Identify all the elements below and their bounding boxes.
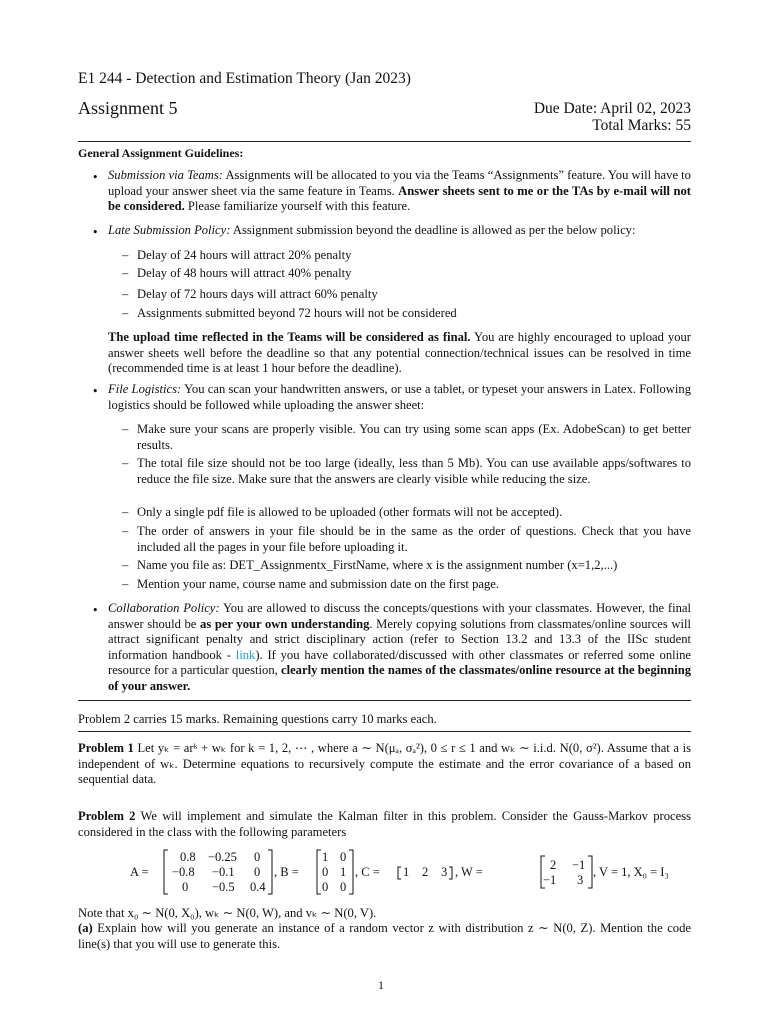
assignment-title: Assignment 5 bbox=[78, 98, 178, 118]
matrix-tail: , V = 1, X₀ = I₃ bbox=[593, 865, 669, 879]
matrix-cell: 2 bbox=[550, 858, 557, 872]
part-a-text: Explain how will you generate an instance of a random vector z with distribution z ∼ N(0, Z). Mention the code line(s) that you will use to generate this. bbox=[78, 921, 691, 951]
dash-marker: – bbox=[122, 287, 129, 301]
file-item: Mention your name, course name and submission date on the first page. bbox=[137, 577, 499, 591]
late-policy bbox=[108, 223, 691, 239]
late-final-text: You are highly encouraged to upload your answer sheets well before the deadline so that any potential connection/technical issues can be resolved in time (recommended time is at least 1 hour before the deadline). bbox=[108, 330, 691, 375]
dash-marker: – bbox=[122, 306, 129, 320]
bullet-icon: • bbox=[92, 604, 99, 617]
mid-rule bbox=[78, 700, 691, 701]
matrix-cell: 0 bbox=[254, 865, 261, 879]
submission-policy bbox=[108, 168, 691, 215]
late-final-note bbox=[108, 330, 691, 377]
problem-2 bbox=[78, 809, 691, 840]
submission-bold: Answer sheets sent to me or the TAs by e-mail will not be considered. bbox=[108, 183, 691, 213]
matrix-cell: 3 bbox=[577, 873, 584, 887]
collab-bold: as per your own understanding bbox=[200, 616, 370, 631]
matrix-cell: −0.25 bbox=[208, 850, 237, 864]
dash-marker: – bbox=[122, 422, 129, 436]
collab-label: Collaboration Policy: bbox=[108, 601, 220, 615]
problem-1-text: Let yₖ = arᵏ + wₖ for k = 1, 2, ⋯ , where a ∼ N(μₐ, σₐ²), 0 ≤ r ≤ 1 and wₖ ∼ i.i.d. N(0, σ²). Assume that a is independent of wₖ. Determine equations to recursively compute the estimate and the error covariance of a based on sequential data. bbox=[78, 741, 691, 786]
collab-text: You are allowed to discuss the concepts/questions with your classmates. However, the final answer should be bbox=[108, 601, 692, 631]
part-a-label: (a) bbox=[78, 921, 93, 935]
matrix-bracket bbox=[268, 850, 272, 894]
matrix-cell: 0 bbox=[182, 880, 189, 894]
late-item: Delay of 48 hours will attract 40% penalty bbox=[137, 266, 352, 280]
matrix-bracket bbox=[317, 850, 321, 894]
file-text: You can scan your handwritten answers, or use a tablet, or typeset your answers in Latex. Following logistics should be followed while uploading the answer sheet: bbox=[108, 382, 691, 412]
matrix-cell: −1 bbox=[543, 873, 557, 887]
noise-note: Note that x₀ ∼ N(0, X₀), wₖ ∼ N(0, W), and vₖ ∼ N(0, V). bbox=[78, 906, 377, 920]
problem-1-label: Problem 1 bbox=[78, 741, 134, 755]
dash-marker: – bbox=[122, 266, 129, 280]
matrix-cell: 0 bbox=[254, 850, 261, 864]
matrix-cell: 0 bbox=[340, 850, 347, 864]
matrix-cell: 0 bbox=[340, 880, 347, 894]
submission-text: Assignments will be allocated to you via the Teams “Assignments” feature. You will have to upload your answer sheet via the same feature in Teams. bbox=[108, 168, 691, 198]
matrix-cell: 1 bbox=[340, 865, 347, 879]
matrix-cell: −0.5 bbox=[212, 880, 235, 894]
late-final-bold: The upload time reflected in the Teams will be considered as final. bbox=[108, 330, 471, 344]
file-label: File Logistics: bbox=[108, 382, 182, 396]
file-item: The order of answers in your file should be in the same as the order of questions. Check that you have included all the pages in your file before uploading it. bbox=[137, 524, 691, 554]
file-item: The total file size should not be too large (ideally, less than 5 Mb). You can use available apps/softwares to reduce the file size. Make sure that the answers are clearly visible while reducing the size. bbox=[137, 456, 691, 486]
late-item: Assignments submitted beyond 72 hours will not be considered bbox=[137, 306, 457, 320]
dash-marker: – bbox=[122, 558, 129, 572]
bullet-icon: • bbox=[92, 226, 99, 239]
submission-label: Submission via Teams: bbox=[108, 168, 223, 182]
late-item: Delay of 72 hours days will attract 60% penalty bbox=[137, 287, 378, 301]
bullet-icon: • bbox=[92, 171, 99, 184]
file-item: Make sure your scans are properly visible. You can try using some scan apps (Ex. AdobeScan) to get better results. bbox=[137, 422, 691, 452]
problem-2-label: Problem 2 bbox=[78, 809, 136, 823]
parameter-matrices bbox=[130, 848, 690, 896]
matrix-cell: −0.1 bbox=[212, 865, 235, 879]
file-policy bbox=[108, 382, 691, 413]
matrix-cell: 0 bbox=[322, 880, 329, 894]
matrix-cell: 0 bbox=[322, 865, 329, 879]
collaboration-policy bbox=[108, 601, 691, 694]
matrix-a-label: A = bbox=[130, 865, 149, 879]
matrix-bracket bbox=[398, 867, 401, 879]
matrix-cell: 1 bbox=[322, 850, 329, 864]
late-text: Assignment submission beyond the deadline is allowed as per the below policy: bbox=[230, 223, 636, 237]
dash-marker: – bbox=[122, 524, 129, 538]
dash-marker: – bbox=[122, 456, 129, 470]
dash-marker: – bbox=[122, 248, 129, 262]
late-label: Late Submission Policy: bbox=[108, 223, 231, 237]
dash-marker: – bbox=[122, 577, 129, 591]
problem-2-text: We will implement and simulate the Kalman filter in this problem. Consider the Gauss-Markov process considered in the class with the following parameters bbox=[78, 809, 691, 839]
problem-1 bbox=[78, 741, 691, 788]
collab-text-3: ). If you have collaborated/discussed with other classmates or referred some online resource for a particular question, bbox=[108, 647, 691, 677]
total-marks: Total Marks: 55 bbox=[592, 117, 691, 134]
late-item: Delay of 24 hours will attract 20% penalty bbox=[137, 248, 352, 262]
page-number: 1 bbox=[378, 978, 384, 992]
submission-text-2: Please familiarize yourself with this feature. bbox=[184, 199, 411, 213]
matrix-cell: 0.8 bbox=[180, 850, 196, 864]
top-rule bbox=[78, 141, 691, 142]
matrix-bracket bbox=[164, 850, 168, 894]
file-item: Name you file as: DET_Assignmentx_FirstName, where x is the assignment number (x=1,2,...) bbox=[137, 558, 618, 572]
matrix-bracket bbox=[588, 856, 592, 888]
marks-note: Problem 2 carries 15 marks. Remaining questions carry 10 marks each. bbox=[78, 712, 437, 726]
matrix-bracket bbox=[449, 867, 452, 879]
matrix-cell: −0.8 bbox=[172, 865, 195, 879]
matrix-cell: 3 bbox=[441, 865, 448, 879]
due-date: Due Date: April 02, 2023 bbox=[533, 100, 691, 117]
document-page bbox=[78, 0, 691, 1024]
matrix-cell: −1 bbox=[572, 858, 586, 872]
collab-bold-2: clearly mention the names of the classmates/online resource at the beginning of your answer. bbox=[108, 663, 691, 693]
dash-marker: – bbox=[122, 505, 129, 519]
due-info bbox=[534, 100, 691, 134]
handbook-link[interactable]: link bbox=[235, 647, 256, 662]
matrix-cell: 0.4 bbox=[250, 880, 266, 894]
matrix-b-label: , B = bbox=[274, 865, 299, 879]
guidelines-heading: General Assignment Guidelines: bbox=[78, 146, 244, 160]
collab-text-2: . Merely copying solutions from classmates/online sources will attract significant penalty and strict disciplinary action (refer to Section 13.2 and 13.3 of the IISc student information handbook - bbox=[108, 616, 691, 662]
matrix-c-label: , C = bbox=[355, 865, 380, 879]
matrix-bracket bbox=[349, 850, 353, 894]
course-title: E1 244 - Detection and Estimation Theory (Jan 2023) bbox=[78, 70, 411, 87]
matrix-w-label: , W = bbox=[455, 865, 483, 879]
problem-2-part-a bbox=[78, 921, 691, 952]
mid-rule-2 bbox=[78, 731, 691, 732]
matrix-cell: 2 bbox=[422, 865, 429, 879]
matrix-cell: 1 bbox=[403, 865, 410, 879]
bullet-icon: • bbox=[92, 385, 99, 398]
file-item: Only a single pdf file is allowed to be uploaded (other formats will not be accepted). bbox=[137, 505, 563, 519]
